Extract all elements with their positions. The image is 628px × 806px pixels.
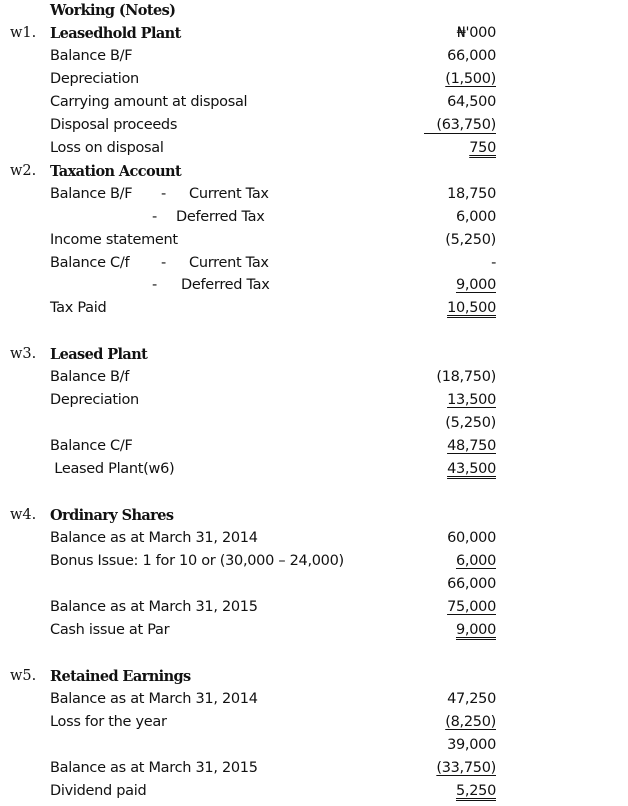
row-label: Balance C/f bbox=[50, 255, 130, 271]
row-value: 47,250 bbox=[447, 691, 496, 707]
row-dash: - bbox=[161, 186, 167, 202]
w1-row bbox=[0, 114, 628, 137]
row-dash: - bbox=[161, 255, 167, 271]
row-value: 60,000 bbox=[447, 530, 496, 546]
row-value: (18,750) bbox=[436, 369, 496, 385]
w4-row bbox=[0, 619, 628, 642]
currency-header: ₦'000 bbox=[456, 25, 496, 41]
row-value: 66,000 bbox=[447, 576, 496, 592]
row-value: 18,750 bbox=[447, 186, 496, 202]
row-value: (8,250) bbox=[445, 714, 496, 730]
w2-row bbox=[0, 297, 628, 320]
w5-row bbox=[0, 734, 628, 757]
w2-row bbox=[0, 206, 628, 229]
row-value: (5,250) bbox=[445, 415, 496, 431]
row-label: Balance as at March 31, 2014 bbox=[50, 691, 258, 707]
row-value: (5,250) bbox=[445, 232, 496, 248]
w5-row bbox=[0, 757, 628, 780]
w3-header bbox=[0, 343, 628, 366]
w4-row bbox=[0, 527, 628, 550]
w5-header bbox=[0, 665, 628, 688]
w2-row bbox=[0, 274, 628, 297]
w4-row bbox=[0, 550, 628, 573]
w2-row bbox=[0, 229, 628, 252]
w3-row bbox=[0, 458, 628, 481]
w4-title: Ordinary Shares bbox=[50, 507, 174, 524]
row-value: 750 bbox=[469, 140, 496, 156]
row-value: 43,500 bbox=[447, 461, 496, 477]
w5-title: Retained Earnings bbox=[50, 668, 191, 685]
w2-title: Taxation Account bbox=[50, 163, 182, 180]
row-label: Income statement bbox=[50, 232, 178, 248]
w2-number: w2. bbox=[10, 163, 37, 179]
w3-row bbox=[0, 435, 628, 458]
row-label: Balance as at March 31, 2015 bbox=[50, 760, 258, 776]
row-sublabel: Current Tax bbox=[189, 255, 269, 271]
w1-header bbox=[0, 22, 628, 45]
row-value: 6,000 bbox=[455, 209, 496, 225]
w3-row bbox=[0, 389, 628, 412]
w5-row bbox=[0, 780, 628, 803]
w2-row bbox=[0, 183, 628, 206]
w1-row bbox=[0, 45, 628, 68]
w1-row bbox=[0, 68, 628, 91]
w3-row bbox=[0, 366, 628, 389]
row-label: Balance B/F bbox=[50, 186, 133, 202]
row-value: (1,500) bbox=[445, 71, 496, 87]
w4-header bbox=[0, 504, 628, 527]
row-label: Cash issue at Par bbox=[50, 622, 170, 638]
row-value: 48,750 bbox=[447, 438, 496, 454]
row-label: Loss for the year bbox=[50, 714, 167, 730]
row-value: 39,000 bbox=[447, 737, 496, 753]
row-dash: - bbox=[152, 277, 158, 293]
row-label: Bonus Issue: 1 for 10 or (30,000 – 24,000) bbox=[50, 553, 344, 569]
w2-header bbox=[0, 160, 628, 183]
w5-row bbox=[0, 688, 628, 711]
row-value: 6,000 bbox=[455, 553, 496, 569]
w1-row bbox=[0, 137, 628, 160]
row-value: 10,500 bbox=[447, 300, 496, 316]
row-label: Balance as at March 31, 2015 bbox=[50, 599, 258, 615]
w5-row bbox=[0, 711, 628, 734]
row-label: Disposal proceeds bbox=[50, 117, 178, 133]
row-sublabel: Deferred Tax bbox=[176, 209, 265, 225]
w2-row bbox=[0, 252, 628, 275]
row-label: Loss on disposal bbox=[50, 140, 164, 156]
row-label: Balance C/F bbox=[50, 438, 133, 454]
document-title: Working (Notes) bbox=[50, 2, 176, 19]
row-label: Tax Paid bbox=[50, 300, 107, 316]
w3-row bbox=[0, 412, 628, 435]
w5-number: w5. bbox=[10, 668, 37, 684]
row-label: Dividend paid bbox=[50, 783, 147, 799]
w3-title: Leased Plant bbox=[50, 346, 148, 363]
w4-number: w4. bbox=[10, 507, 37, 523]
row-sublabel: Deferred Tax bbox=[181, 277, 270, 293]
row-label: Depreciation bbox=[50, 392, 139, 408]
row-value: 9,000 bbox=[455, 622, 496, 638]
w1-number: w1. bbox=[10, 25, 37, 41]
w1-row bbox=[0, 91, 628, 114]
row-label: Leased Plant(w6) bbox=[50, 461, 175, 477]
row-value: (33,750) bbox=[436, 760, 496, 776]
w4-row bbox=[0, 573, 628, 596]
w3-number: w3. bbox=[10, 346, 37, 362]
row-value: - bbox=[491, 255, 496, 271]
row-value: 13,500 bbox=[447, 392, 496, 408]
row-dash: - bbox=[152, 209, 158, 225]
row-label: Balance as at March 31, 2014 bbox=[50, 530, 258, 546]
row-value: 66,000 bbox=[447, 48, 496, 64]
row-value: 9,000 bbox=[455, 277, 496, 293]
document-title-row bbox=[0, 0, 628, 22]
row-value: (63,750) bbox=[436, 117, 496, 133]
underline-rule bbox=[424, 133, 496, 134]
row-label: Carrying amount at disposal bbox=[50, 94, 248, 110]
w4-row bbox=[0, 596, 628, 619]
row-value: 75,000 bbox=[447, 599, 496, 615]
row-label: Balance B/f bbox=[50, 369, 130, 385]
row-value: 64,500 bbox=[447, 94, 496, 110]
row-label: Balance B/F bbox=[50, 48, 133, 64]
w1-title: Leasedhold Plant bbox=[50, 25, 181, 42]
row-label: Depreciation bbox=[50, 71, 139, 87]
row-sublabel: Current Tax bbox=[189, 186, 269, 202]
row-value: 5,250 bbox=[455, 783, 496, 799]
